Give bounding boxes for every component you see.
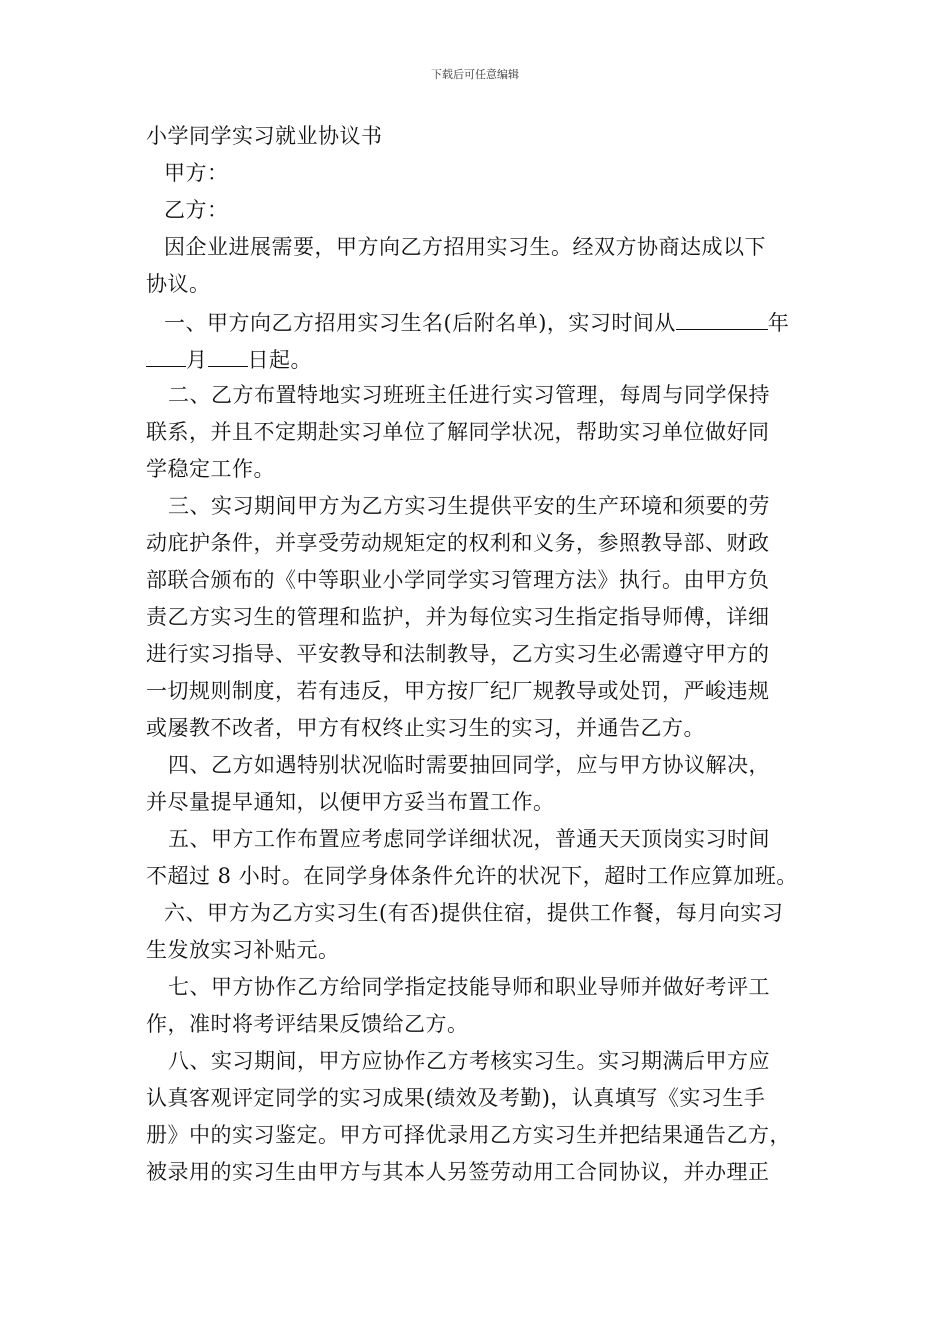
- party-a-label: 甲方：: [164, 161, 229, 185]
- clause-2-line: 二、乙方布置特地实习班班主任进行实习管理，每周与同学保持: [168, 383, 770, 407]
- day-blank: [208, 340, 248, 367]
- month-label: 月: [186, 348, 208, 372]
- month-blank: [146, 340, 186, 367]
- clause-5-line: 不超过 8 小时。在同学身体条件允许的状况下，超时工作应算加班。: [146, 864, 798, 888]
- clause-3-line: 三、实习期间甲方为乙方实习生提供平安的生产环境和须要的劳: [168, 494, 770, 518]
- document-body: [146, 118, 808, 1191]
- clause-4-line: 并尽量提早通知，以便甲方妥当布置工作。: [146, 790, 555, 814]
- clause-3-line: 或屡教不改者，甲方有权终止实习生的实习，并通告乙方。: [146, 716, 705, 740]
- clause-1-line: [146, 340, 808, 377]
- clause-4-line: 四、乙方如遇特别状况临时需要抽回同学，应与甲方协议解决，: [168, 753, 770, 777]
- year-blank: [676, 303, 768, 330]
- clause-8-line: 八、实习期间，甲方应协作乙方考核实习生。实习期满后甲方应: [168, 1049, 770, 1073]
- clause-2-line: 联系，并且不定期赴实习单位了解同学状况，帮助实习单位做好同: [146, 420, 770, 444]
- clause-6-line: 六、甲方为乙方实习生(有否)提供住宿，提供工作餐，每月向实习: [164, 901, 784, 925]
- day-label: 日起。: [247, 348, 312, 372]
- party-b-label: 乙方：: [164, 198, 229, 222]
- intro-line: 因企业进展需要，甲方向乙方招用实习生。经双方协商达成以下: [164, 235, 766, 259]
- document-title: 小学同学实习就业协议书: [146, 124, 383, 148]
- clause-3-line: 责乙方实习生的管理和监护，并为每位实习生指定指导师傅，详细: [146, 605, 770, 629]
- clause-3-line: 一切规则制度，若有违反，甲方按厂纪厂规教导或处罚，严峻违规: [146, 679, 770, 703]
- clause-8-line: 认真客观评定同学的实习成果(绩效及考勤)，认真填写《实习生手: [146, 1086, 766, 1110]
- year-label: 年: [767, 311, 790, 335]
- clause-2-line: 学稳定工作。: [146, 457, 275, 481]
- page-header-note: 下载后可任意编辑: [431, 68, 519, 81]
- clause-5-line: 五、甲方工作布置应考虑同学详细状况，普通天天顶岗实习时间: [168, 827, 770, 851]
- clause-3-line: 进行实习指导、平安教导和法制教导，乙方实习生必需遵守甲方的: [146, 642, 770, 666]
- clause-3-line: 动庇护条件，并享受劳动规矩定的权利和义务，参照教导部、财政: [146, 531, 770, 555]
- clause-3-line: 部联合颁布的《中等职业小学同学实习管理方法》执行。由甲方负: [146, 568, 770, 592]
- clause-7-line: 作，准时将考评结果反馈给乙方。: [146, 1012, 469, 1036]
- clause-1-text: 一、甲方向乙方招用实习生名(后附名单)，实习时间从: [164, 311, 676, 335]
- intro-line: 协议。: [146, 272, 211, 296]
- clause-8-line: 被录用的实习生由甲方与其本人另签劳动用工合同协议，并办理正: [146, 1160, 770, 1184]
- clause-8-line: 册》中的实习鉴定。甲方可择优录用乙方实习生并把结果通告乙方，: [146, 1123, 791, 1147]
- clause-6-line: 生发放实习补贴元。: [146, 938, 340, 962]
- clause-7-line: 七、甲方协作乙方给同学指定技能导师和职业导师并做好考评工: [168, 975, 770, 999]
- clause-1-line: [146, 303, 808, 340]
